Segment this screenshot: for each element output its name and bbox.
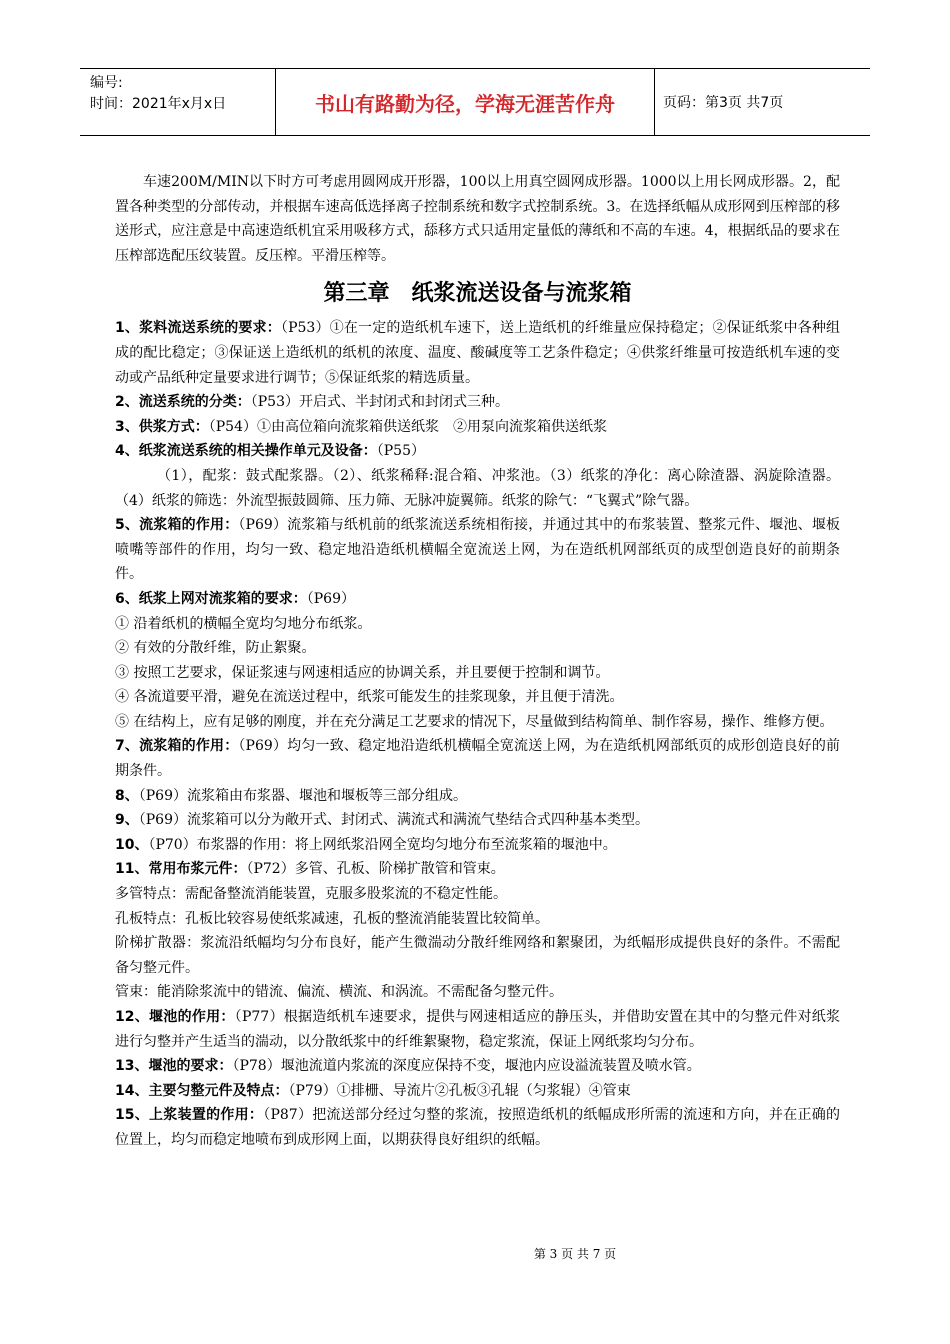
list-item bbox=[115, 1005, 840, 1054]
item-number: 15、 bbox=[115, 1107, 150, 1124]
list-item bbox=[115, 734, 840, 783]
item-number: 10、 bbox=[115, 836, 149, 853]
list-item bbox=[115, 636, 840, 661]
header-meta bbox=[80, 69, 276, 135]
item-heading: 堰池的要求： bbox=[148, 1058, 233, 1075]
item-text: ⑤ 在结构上，应有足够的刚度，并在充分满足工艺要求的情况下，尽量做到结构简单、制作容易，操作、维修方便。 bbox=[115, 713, 834, 730]
item-text: （P69）流浆箱可以分为敞开式、封闭式、满流式和满流气垫结合式四种基本类型。 bbox=[138, 812, 649, 829]
item-text: 阶梯扩散器：浆流沿纸幅均匀分布良好，能产生微湍动分散纤维网络和絮聚团，为纸幅形成提供良好的条件。不需配备匀整元件。 bbox=[115, 935, 840, 976]
list-item bbox=[115, 316, 840, 390]
item-number: 2、 bbox=[115, 394, 139, 411]
list-item bbox=[115, 833, 840, 858]
item-text: 多管特点：需配备整流消能装置，克服多股浆流的不稳定性能。 bbox=[115, 886, 507, 903]
item-heading: 主要匀整元件及特点： bbox=[148, 1082, 289, 1099]
item-text: （P87）把流送部分经过匀整的浆流，按照造纸机的纸幅成形所需的流速和方向，并在正确的位置上，均匀而稳定地喷布到成形网上面，以期获得良好组织的纸幅。 bbox=[115, 1107, 841, 1148]
item-heading: 纸浆上网对流浆箱的要求： bbox=[138, 590, 307, 607]
list-item bbox=[115, 661, 840, 686]
item-number: 14、 bbox=[115, 1082, 149, 1099]
list-item bbox=[115, 710, 840, 735]
item-number: 5、 bbox=[115, 517, 140, 534]
item-number: 7、 bbox=[115, 738, 140, 755]
item-number: 6、 bbox=[115, 590, 139, 607]
item-number: 3、 bbox=[115, 418, 139, 435]
item-text: ④ 各流道要平滑，避免在流送过程中，纸浆可能发生的挂浆现象，并且便于清洗。 bbox=[115, 689, 624, 706]
list-item bbox=[115, 808, 840, 833]
list-item bbox=[115, 931, 840, 980]
item-heading: 堰池的作用： bbox=[149, 1009, 235, 1025]
list-item bbox=[115, 439, 840, 464]
list-item bbox=[115, 587, 840, 612]
list-item bbox=[115, 1054, 840, 1079]
item-heading: 常用布浆元件： bbox=[148, 861, 247, 878]
item-text: （P53）开启式、半封闭式和封闭式三种。 bbox=[250, 394, 509, 411]
item-text: 孔板特点：孔板比较容易使纸浆减速，孔板的整流消能装置比较简单。 bbox=[115, 910, 549, 927]
item-text: （P79）①排栅、导流片②孔板③孔辊（匀浆辊）④管束 bbox=[288, 1082, 631, 1099]
header-page-label: 页码：第3页 共7页 bbox=[663, 95, 784, 111]
list-item bbox=[115, 882, 840, 907]
list-item bbox=[115, 1103, 840, 1152]
list-item bbox=[115, 513, 840, 587]
page-footer: 第 3 页 共 7 页 bbox=[533, 1247, 617, 1261]
document-body bbox=[115, 170, 840, 1153]
item-text: （P69）流浆箱与纸机前的纸浆流送系统相衔接，并通过其中的布浆装置、整浆元件、堰池、堰板喷嘴等部件的作用，均匀一致、稳定地沿造纸机横幅全宽流送上网，为在造纸机网部纸页的成型创造良好的前期条件。 bbox=[115, 517, 840, 583]
item-number: 13、 bbox=[115, 1058, 149, 1075]
header-motto: 书山有路勤为径，学海无涯苦作舟 bbox=[276, 69, 655, 135]
list-item bbox=[115, 612, 840, 637]
item-number: 8、 bbox=[115, 787, 139, 804]
item-text: ② 有效的分散纤维，防止絮聚。 bbox=[115, 640, 316, 657]
item-number: 12、 bbox=[115, 1009, 150, 1025]
list-item bbox=[115, 980, 840, 1005]
item-text: （P72）多管、孔板、阶梯扩散管和管束。 bbox=[246, 861, 505, 878]
item-text: （1），配浆：鼓式配浆器。（2）、纸浆稀释:混合箱、冲浆池。（3）纸浆的净化：离心除渣器、涡旋除渣器。（4）纸浆的筛选：外流型振鼓圆筛、压力筛、无脉冲旋翼筛。纸浆的除气：“飞翼式”除气器。 bbox=[115, 467, 840, 509]
item-text: ③ 按照工艺要求，保证浆速与网速相适应的协调关系，并且要便于控制和调节。 bbox=[115, 664, 610, 681]
chapter-title: 第三章 纸浆流送设备与流浆箱 bbox=[323, 281, 632, 307]
time-label: 时间：2021年x月x日 bbox=[90, 96, 227, 112]
item-heading: 供浆方式： bbox=[138, 418, 209, 435]
item-number: 9、 bbox=[115, 812, 139, 829]
item-text: （P55） bbox=[376, 443, 425, 460]
item-list bbox=[115, 316, 840, 1152]
item-text: （P77）根据造纸机车速要求，提供与网速相适应的静压头，并借助安置在其中的匀整元件对纸浆进行匀整并产生适当的湍动，以分散纸浆中的纤维絮聚物，稳定浆流，保证上网纸浆均匀分布。 bbox=[115, 1009, 841, 1050]
item-text: （P69）流浆箱由布浆器、堰池和堰板等三部分组成。 bbox=[138, 787, 467, 804]
code-label: 编号: bbox=[90, 75, 123, 91]
item-text: （P78）堰池流道内浆流的深度应保持不变，堰池内应设溢流装置及喷水管。 bbox=[232, 1058, 701, 1075]
list-item bbox=[115, 907, 840, 932]
list-item bbox=[115, 415, 840, 440]
item-text: ① 沿着纸机的横幅全宽均匀地分布纸浆。 bbox=[115, 615, 372, 632]
item-text: （P54）①由高位箱向流浆箱供送纸浆 ②用泵向流浆箱供送纸浆 bbox=[208, 418, 607, 435]
list-item bbox=[115, 464, 840, 513]
item-heading: 流浆箱的作用： bbox=[139, 517, 239, 534]
item-heading: 上浆装置的作用： bbox=[149, 1107, 264, 1124]
item-number: 4、 bbox=[115, 443, 139, 460]
list-item bbox=[115, 1079, 840, 1104]
item-heading: 流浆箱的作用： bbox=[139, 738, 239, 755]
item-text: （P69） bbox=[306, 590, 355, 607]
item-text: 管束：能消除浆流中的错流、偏流、横流、和涡流。不需配备匀整元件。 bbox=[115, 984, 563, 1001]
item-text: （P69）均匀一致、稳定地沿造纸机横幅全宽流送上网，为在造纸机网部纸页的成形创造良好的前期条件。 bbox=[115, 738, 840, 780]
item-number: 11、 bbox=[115, 861, 149, 878]
item-number: 1、 bbox=[115, 320, 140, 337]
item-heading: 流送系统的分类： bbox=[138, 394, 251, 411]
item-text: （P53）①在一定的造纸机车速下，送上造纸机的纤维量应保持稳定；②保证纸浆中各种组成的配比稳定；③保证送上造纸机的纸机的浓度、温度、酸碱度等工艺条件稳定；④供浆纤维量可按造纸机车速的变动或产品纸种定量要求进行调节；⑤保证纸浆的精选质量。 bbox=[115, 320, 841, 386]
list-item bbox=[115, 784, 840, 809]
item-heading: 纸浆流送系统的相关操作单元及设备： bbox=[138, 443, 377, 460]
item-heading: 浆料流送系统的要求： bbox=[139, 320, 281, 337]
item-text: （P70）布浆器的作用：将上网纸浆沿网全宽均匀地分布至流浆箱的堰池中。 bbox=[148, 836, 617, 853]
page-header bbox=[80, 68, 870, 136]
list-item bbox=[115, 857, 840, 882]
list-item bbox=[115, 390, 840, 415]
intro-paragraph: 车速200M/MIN以下时方可考虑用圆网成开形器，100以上用真空圆网成形器。1000以上用长网成形器。2，配置各种类型的分部传动，并根据车速高低选择离子控制系统和数字式控制系统。3。在选择纸幅从成形网到压榨部的移送形式，应注意是中高速造纸机宜采用吸移方式，舔移方式只适用定量低的薄纸和不高的车速。4，根据纸品的要求在压榨部选配压纹装置。反压榨。平滑压榨等。 bbox=[115, 174, 840, 264]
list-item bbox=[115, 685, 840, 710]
